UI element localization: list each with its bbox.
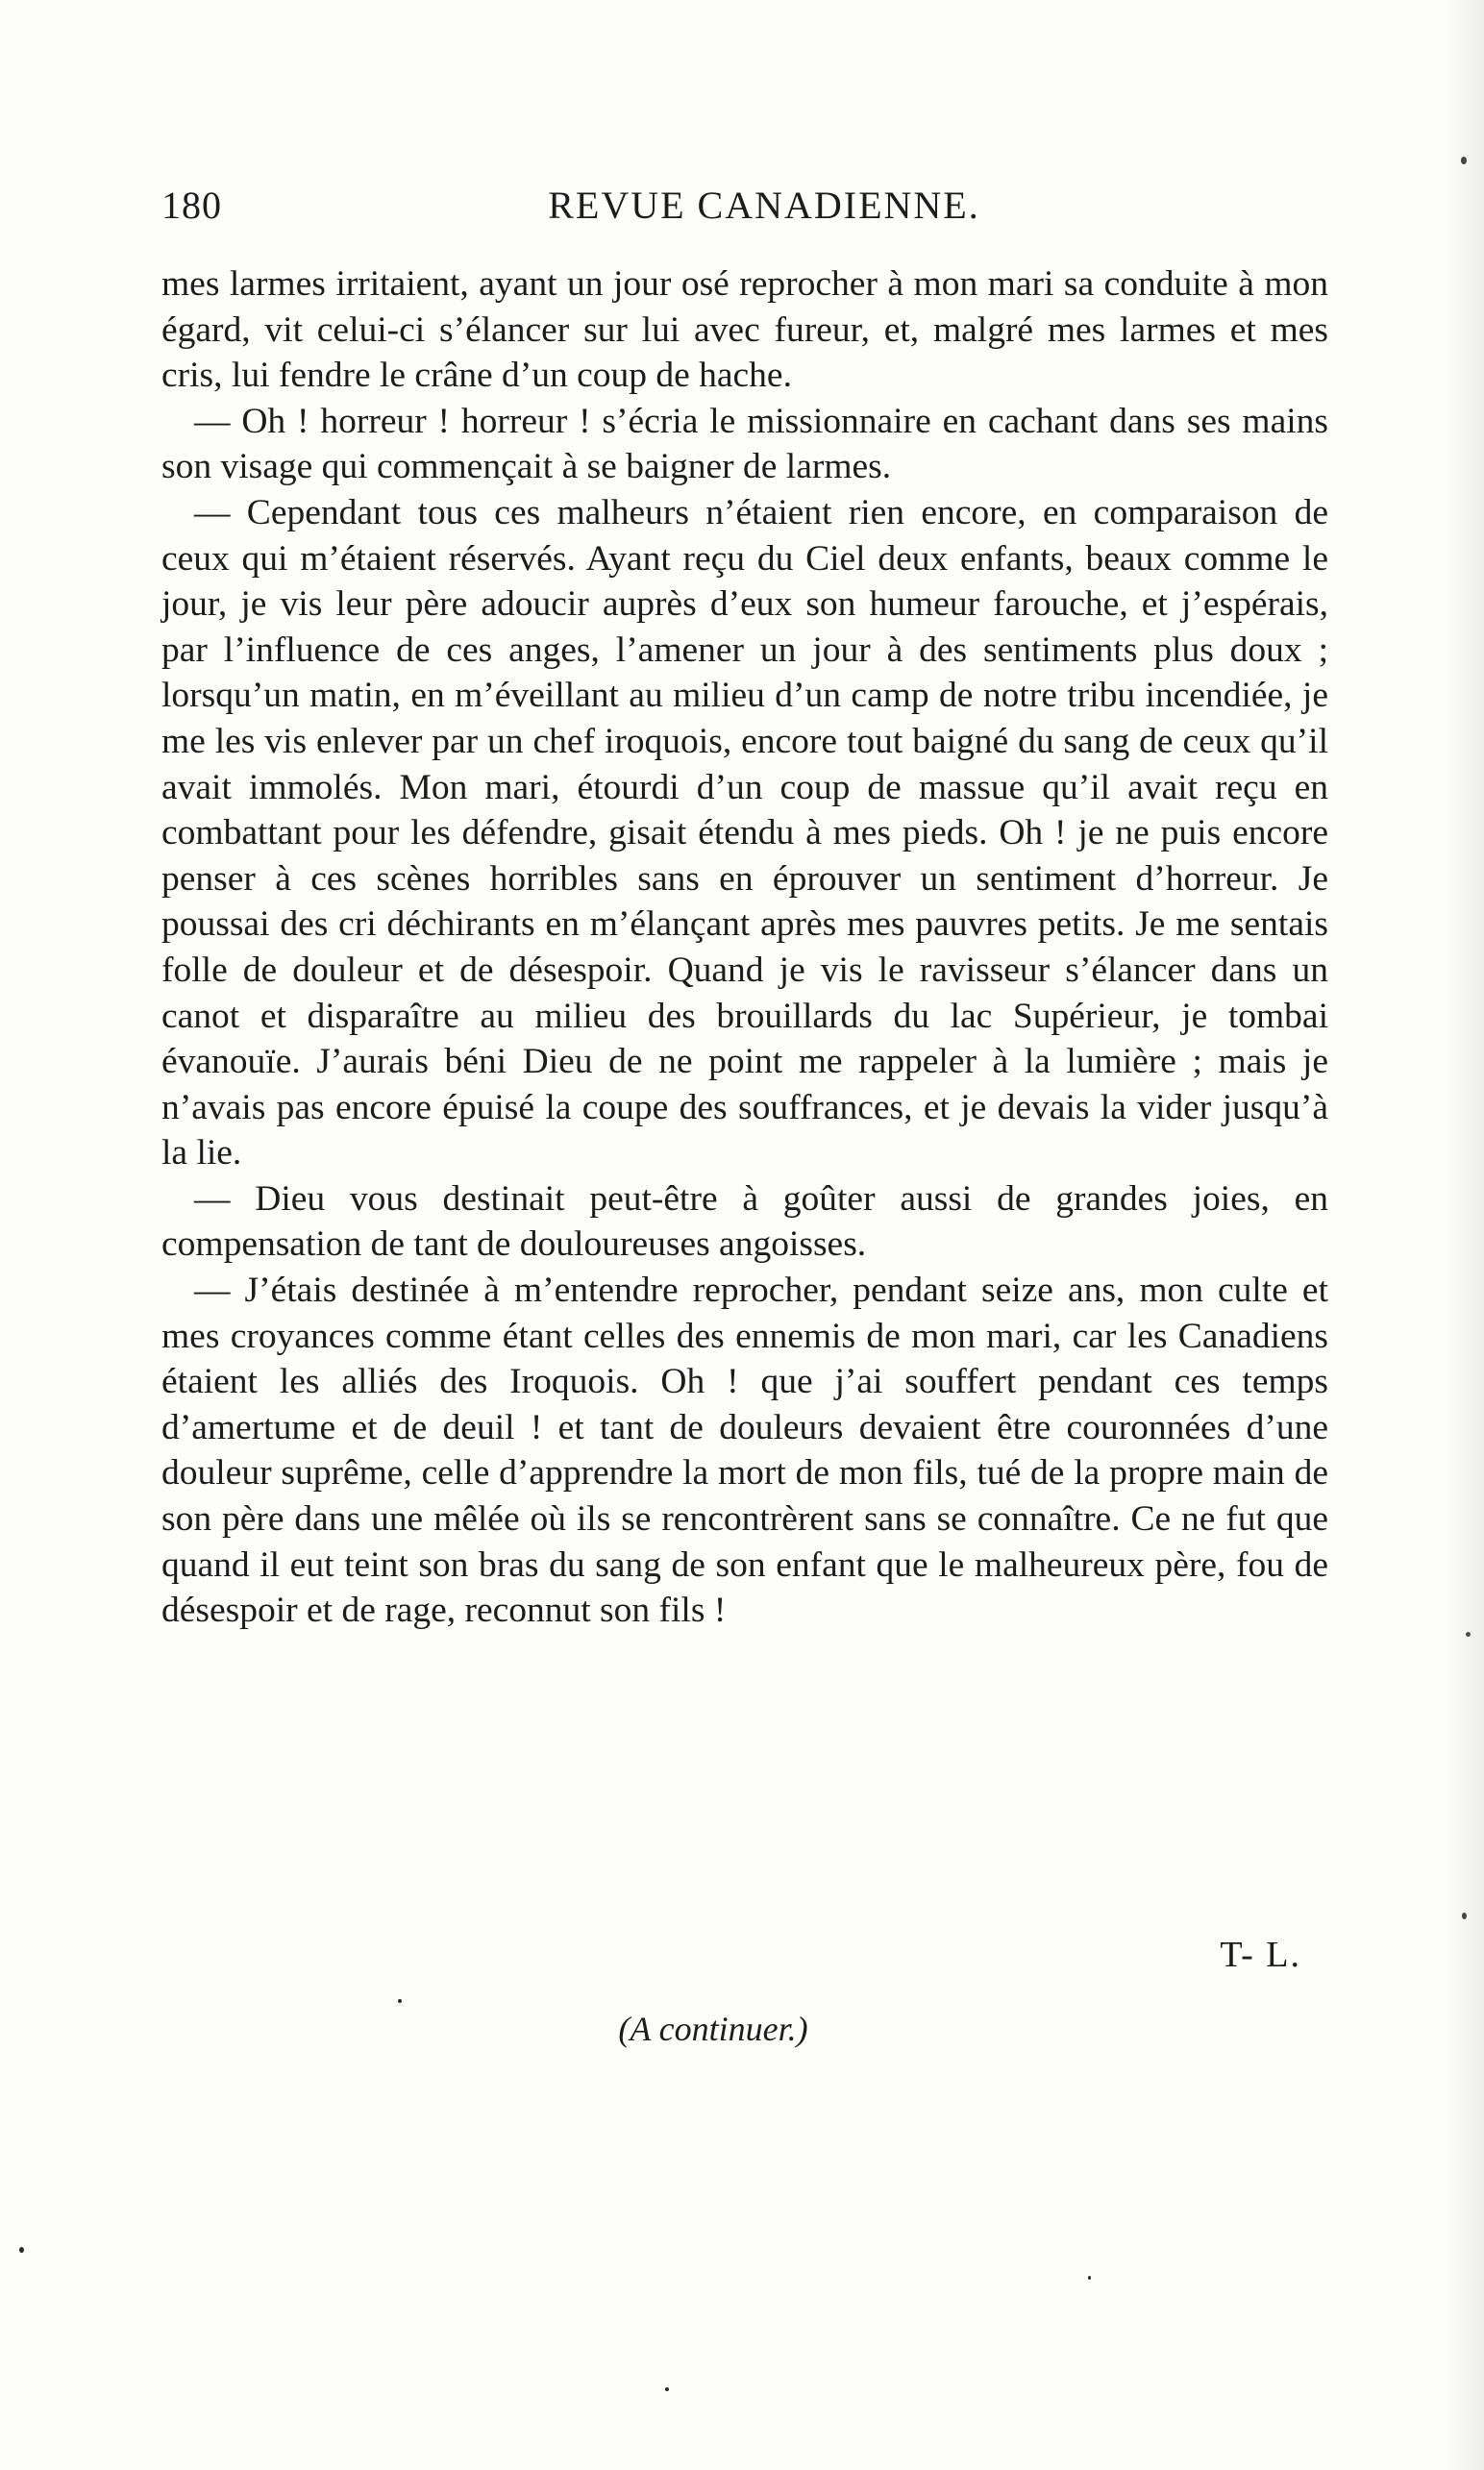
- paragraph: — J’étais destinée à m’entendre reprocher, pendant seize ans, mon culte et mes croyances comme étant celles des ennemis de mon mari, car les Canadiens étaient les alliés des Iroquois. Oh ! que j’ai souffert pendant ces temps d’amertume et de deuil ! et tant de douleurs devaient être couronnées d’une douleur suprême, celle d’apprendre la mort de mon fils, tué de la propre main de son père dans une mêlée où ils se rencontrèrent sans se connaître. Ce ne fut que quand il eut teint son bras du sang de son enfant que le malheureux père, fou de désespoir et de rage, reconnut son fils !: [161, 1271, 1328, 1631]
- body-text: [161, 261, 1328, 1634]
- continuation-note: (A continuer.): [618, 2010, 808, 2048]
- running-title: REVUE CANADIENNE.: [548, 184, 980, 227]
- print-speck: [665, 2387, 669, 2391]
- page-edge-shadow: [1446, 0, 1484, 2470]
- paragraph: — Dieu vous destinait peut-être à goûter aussi de grandes joies, en compensation de tant de douloureuses angoisses.: [161, 1178, 1328, 1265]
- print-speck: [19, 2247, 24, 2253]
- paragraph: mes larmes irritaient, ayant un jour osé reprocher à mon mari sa conduite à mon égard, vit celui-ci s’élancer sur lui avec fureur, et, malgré mes larmes et mes cris, lui fendre le crâne d’un coup de hache.: [161, 264, 1328, 396]
- print-speck: [1088, 2276, 1091, 2280]
- author-signature: T- L.: [1220, 1935, 1301, 1975]
- page-number: 180: [161, 184, 222, 227]
- print-speck: [398, 1999, 402, 2003]
- paragraph: — Oh ! horreur ! horreur ! s’écria le missionnaire en cachant dans ses mains son visage qui commençait à se baigner de larmes.: [161, 401, 1328, 487]
- page-header: [161, 183, 1328, 240]
- paragraph: — Cependant tous ces malheurs n’étaient rien encore, en comparaison de ceux qui m’étaient réservés. Ayant reçu du Ciel deux enfants, beaux comme le jour, je vis leur père adoucir auprès d’eux son humeur farouche, et j’espérais, par l’influence de ces anges, l’amener un jour à des sentiments plus doux ; lorsqu’un matin, en m’éveillant au milieu d’un camp de notre tribu incendiée, je me les vis enlever par un chef iroquois, encore tout baigné du sang de ceux qu’il avait immolés. Mon mari, étourdi d’un coup de massue qu’il avait reçu en combattant pour les défendre, gisait étendu à mes pieds. Oh ! je ne puis encore penser à ces scènes horribles sans en éprouver un sentiment d’horreur. Je poussai des cri déchirants en m’élançant après mes pauvres petits. Je me sentais folle de douleur et de désespoir. Quand je vis le ravisseur s’élancer dans un canot et disparaître au milieu des brouillards du lac Supérieur, je tombai évanouïe. J’aurais béni Dieu de ne point me rappeler à la lumière ; mais je n’avais pas encore épuisé la coupe des souffrances, et je devais la vider jusqu’à la lie.: [161, 492, 1328, 1173]
